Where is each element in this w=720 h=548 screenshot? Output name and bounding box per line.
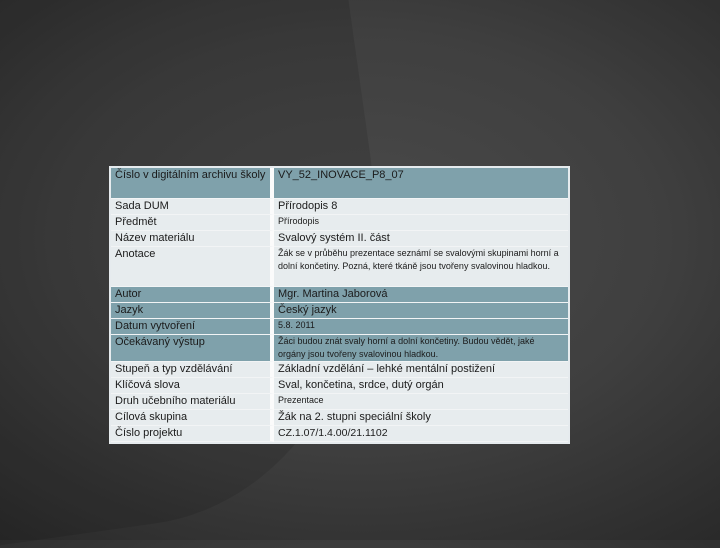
row-value: CZ.1.07/1.4.00/21.1102	[274, 426, 568, 442]
table-row	[111, 247, 568, 287]
row-value: Žák na 2. stupni speciální školy	[274, 410, 568, 426]
row-value: 5.8. 2011	[274, 319, 568, 335]
table-row	[111, 426, 568, 442]
row-value: Přírodopis	[274, 215, 568, 231]
row-label: Číslo projektu	[111, 426, 274, 442]
row-label: Autor	[111, 287, 274, 303]
table-row	[111, 362, 568, 378]
row-value: Žák se v průběhu prezentace seznámí se svalovými skupinami horní a dolní končetiny. Pozná, které tkáně jsou tvořeny svalovinou hladkou.	[274, 247, 568, 287]
row-label: Cílová skupina	[111, 410, 274, 426]
table-row	[111, 410, 568, 426]
row-value: Mgr. Martina Jaborová	[274, 287, 568, 303]
row-value: VY_52_INOVACE_P8_07	[274, 168, 568, 199]
table-row	[111, 394, 568, 410]
row-value: Žáci budou znát svaly horní a dolní končetiny. Budou vědět, jaké orgány jsou tvořeny svalovinou hladkou.	[274, 335, 568, 362]
row-value: Sval, končetina, srdce, dutý orgán	[274, 378, 568, 394]
row-value: Svalový systém II. část	[274, 231, 568, 247]
row-label: Název materiálu	[111, 231, 274, 247]
row-value: Český jazyk	[274, 303, 568, 319]
row-value: Přírodopis 8	[274, 199, 568, 215]
metadata-table	[109, 166, 570, 444]
table-row	[111, 287, 568, 303]
row-label: Stupeň a typ vzdělávání	[111, 362, 274, 378]
table-row	[111, 335, 568, 362]
row-label: Datum vytvoření	[111, 319, 274, 335]
table-row	[111, 199, 568, 215]
row-label: Anotace	[111, 247, 274, 287]
table-row	[111, 378, 568, 394]
row-label: Klíčová slova	[111, 378, 274, 394]
row-label: Jazyk	[111, 303, 274, 319]
table-row	[111, 168, 568, 199]
row-value: Základní vzdělání – lehké mentální postižení	[274, 362, 568, 378]
row-label: Druh učebního materiálu	[111, 394, 274, 410]
row-label: Sada DUM	[111, 199, 274, 215]
row-value: Prezentace	[274, 394, 568, 410]
row-label: Očekávaný výstup	[111, 335, 274, 362]
table-row	[111, 303, 568, 319]
row-label: Předmět	[111, 215, 274, 231]
table-row	[111, 231, 568, 247]
row-label: Číslo v digitálním archivu školy	[111, 168, 274, 199]
table-row	[111, 319, 568, 335]
table-row	[111, 215, 568, 231]
